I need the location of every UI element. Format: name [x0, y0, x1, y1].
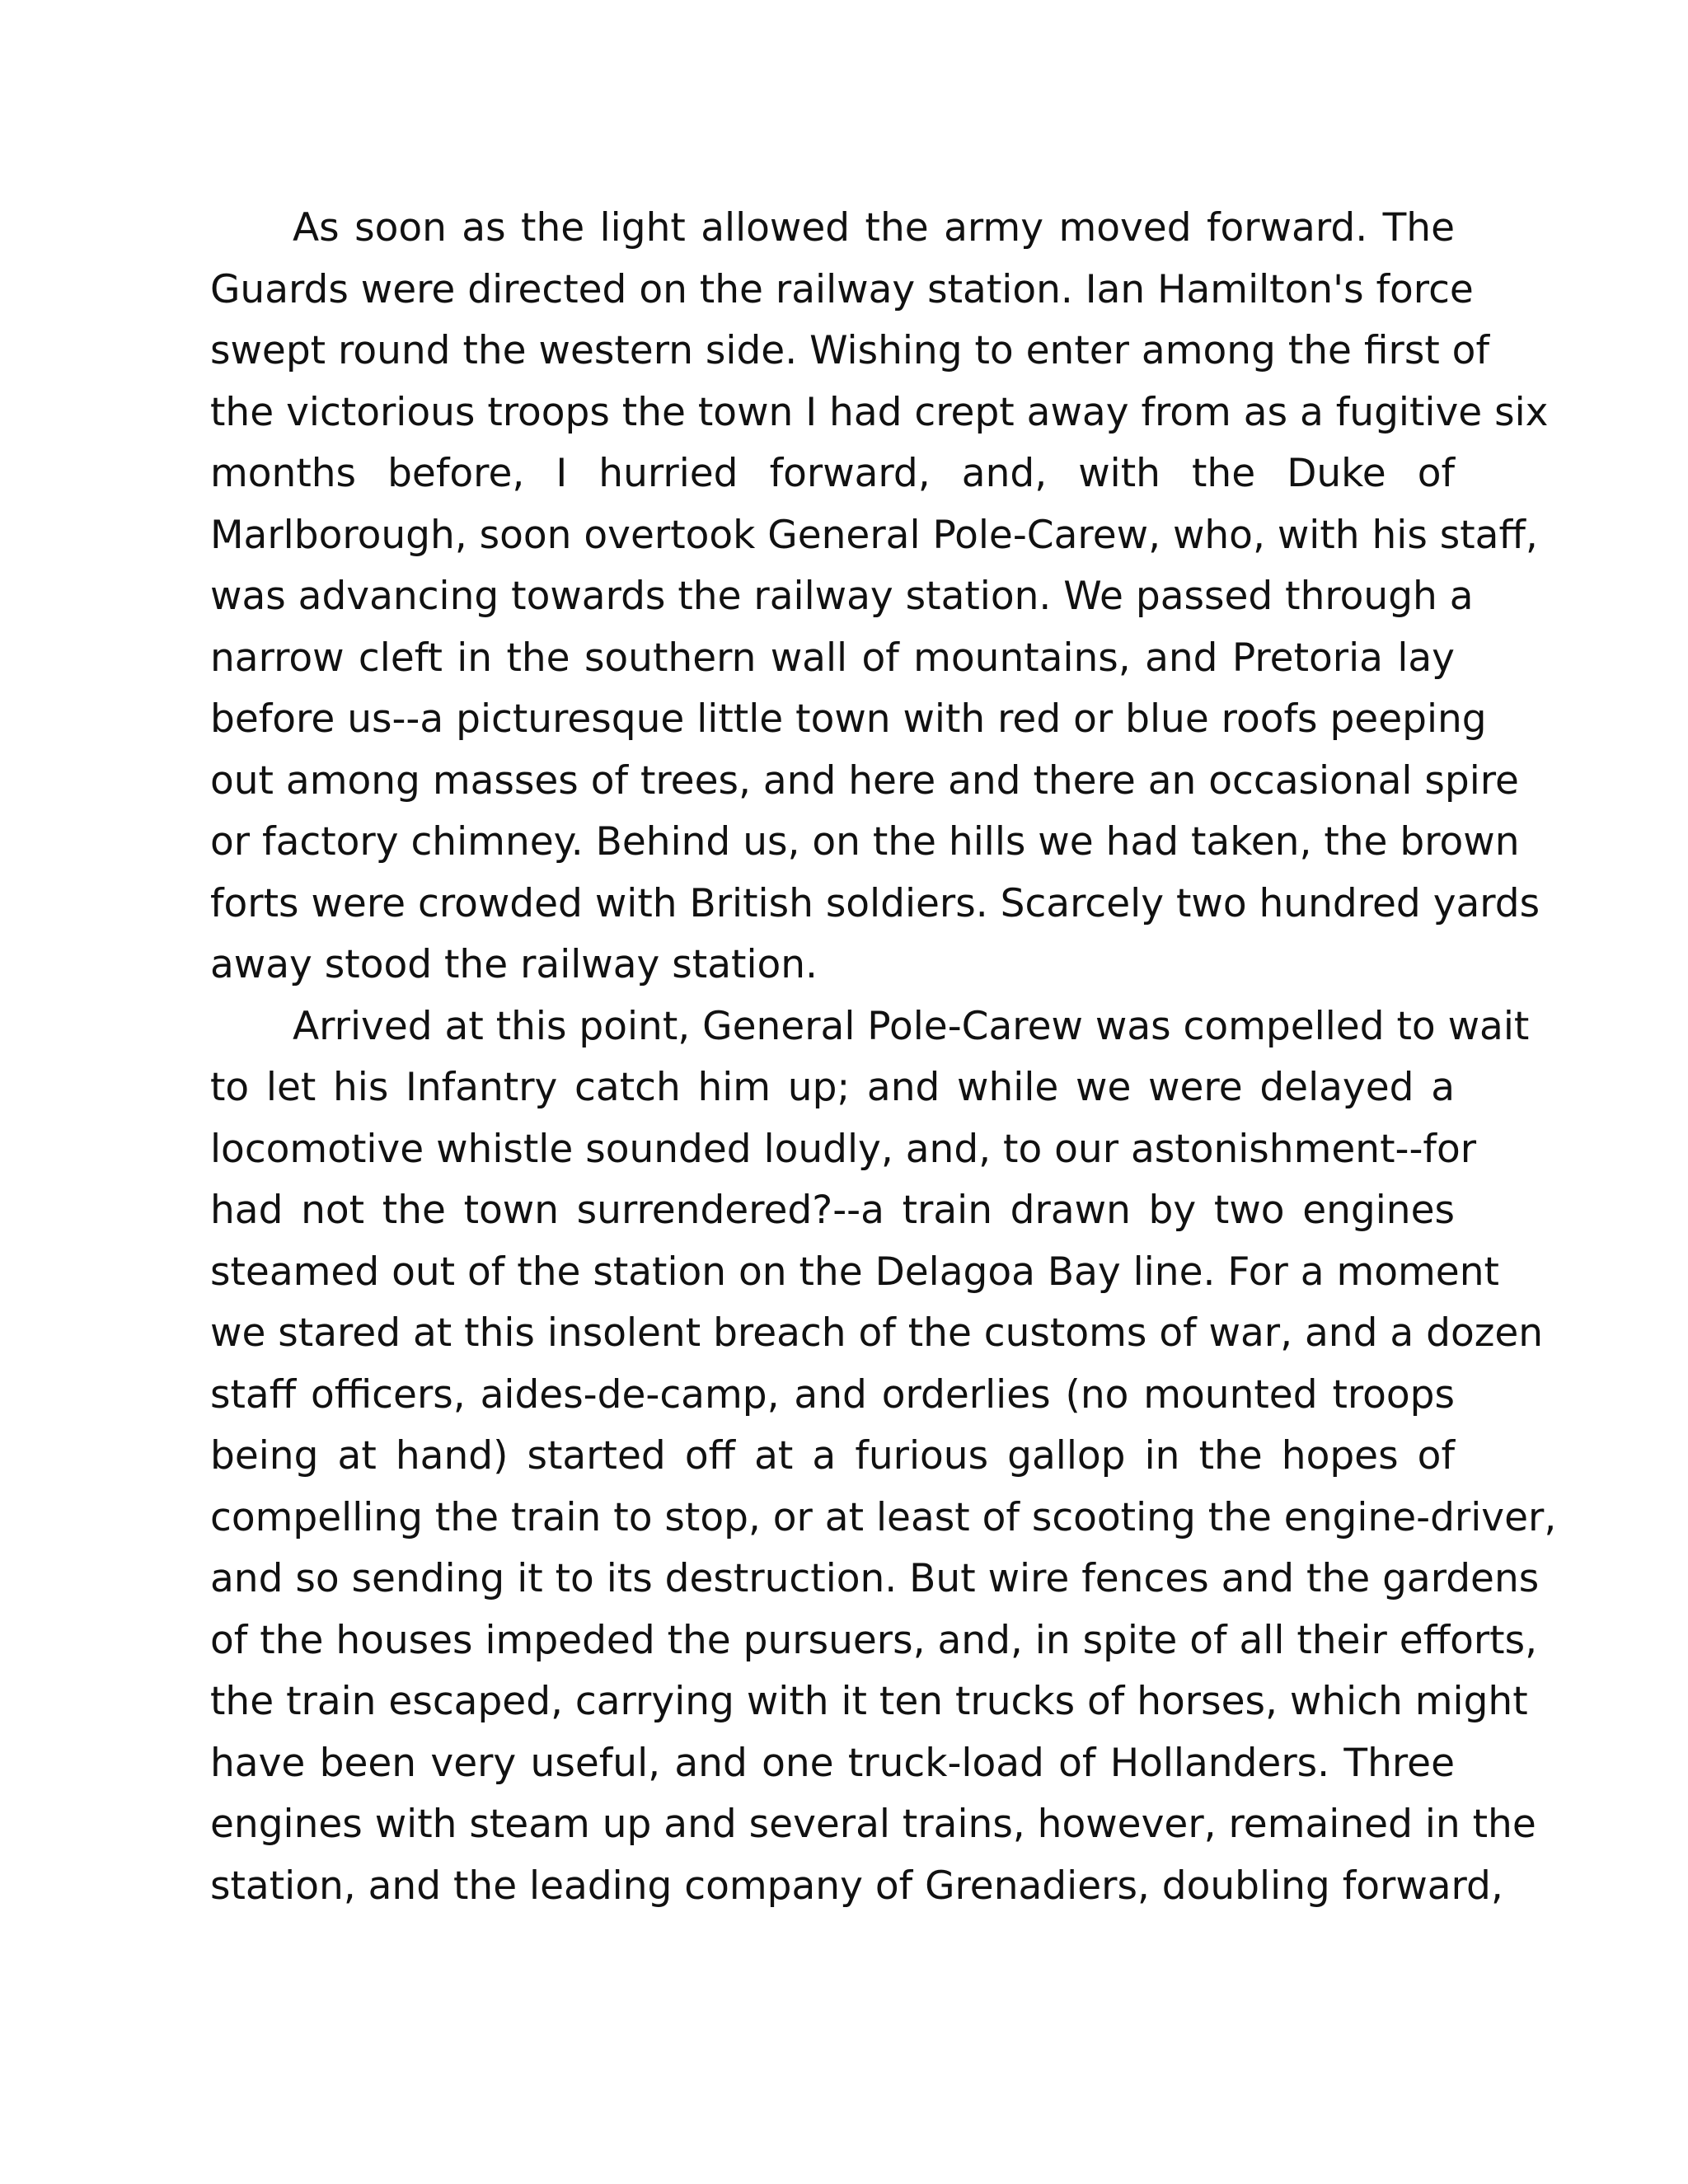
text-line: Marlborough, soon overtook General Pole-Carew, who, with his staff,: [210, 512, 1538, 558]
paragraph-1: [210, 198, 1549, 996]
text-line: had not the town surrendered?--a train drawn by two engines: [210, 1188, 1455, 1233]
text-line: months before, I hurried forward, and, with the Duke of: [210, 451, 1455, 496]
text-line: the train escaped, carrying with it ten trucks of horses, which might: [210, 1679, 1528, 1724]
text-line: and so sending it to its destruction. But wire fences and the gardens: [210, 1556, 1540, 1601]
text-line: away stood the railway station.: [210, 942, 818, 987]
text-line: Arrived at this point, General Pole-Carew was compelled to wait: [293, 1003, 1530, 1049]
text-line: staff officers, aides-de-camp, and orderlies (no mounted troops: [210, 1371, 1455, 1418]
text-line: was advancing towards the railway station. We passed through a: [210, 574, 1474, 619]
text-line: have been very useful, and one truck-load of Hollanders. Three: [210, 1740, 1455, 1786]
text-line: to let his Infantry catch him up; and while we were delayed a: [210, 1065, 1455, 1110]
text-line: station, and the leading company of Grenadiers, doubling forward,: [210, 1863, 1503, 1909]
text-line: Guards were directed on the railway station. Ian Hamilton's force: [210, 266, 1474, 312]
text-line: engines with steam up and several trains, however, remained in the: [210, 1802, 1536, 1847]
text-line: steamed out of the station on the Delagoa Bay line. For a moment: [210, 1249, 1499, 1295]
text-line: As soon as the light allowed the army moved forward. The: [293, 205, 1455, 251]
text-line: or factory chimney. Behind us, on the hills we had taken, the brown: [210, 819, 1520, 865]
body-text: [210, 198, 1557, 1917]
text-line: before us--a picturesque little town with red or blue roofs peeping: [210, 696, 1487, 742]
text-line: being at hand) started off at a furious gallop in the hopes of: [210, 1433, 1455, 1479]
text-line: out among masses of trees, and here and there an occasional spire: [210, 757, 1519, 804]
text-line: narrow cleft in the southern wall of mountains, and Pretoria lay: [210, 635, 1455, 681]
text-line: of the houses impeded the pursuers, and, in spite of all their efforts,: [210, 1617, 1538, 1663]
text-line: compelling the train to stop, or at least of scooting the engine-driver,: [210, 1494, 1557, 1540]
text-line: swept round the western side. Wishing to enter among the first of: [210, 328, 1489, 373]
text-line: forts were crowded with British soldiers. Scarcely two hundred yards: [210, 880, 1540, 926]
text-line: we stared at this insolent breach of the customs of war, and a dozen: [210, 1310, 1544, 1356]
paragraph-2: [210, 996, 1557, 1918]
text-line: locomotive whistle sounded loudly, and, to our astonishment--for: [210, 1126, 1477, 1172]
text-line: the victorious troops the town I had crept away from as a fugitive six: [210, 389, 1549, 435]
